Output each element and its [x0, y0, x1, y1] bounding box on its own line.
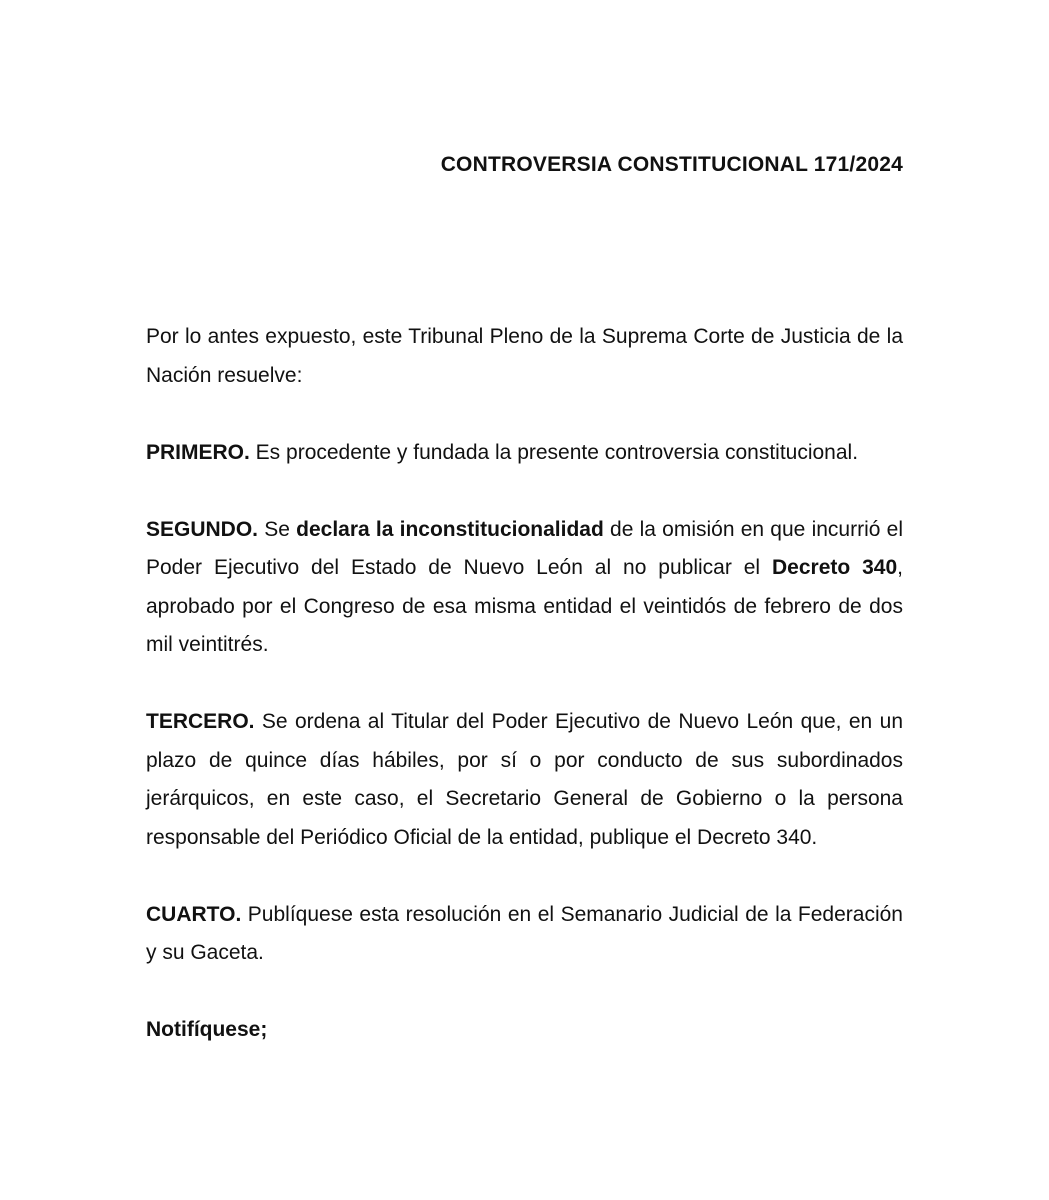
- resolution-segundo: [146, 511, 903, 665]
- primero-text: Es procedente y fundada la presente controversia constitucional.: [249, 440, 859, 464]
- closing-text: Notifíquese;: [146, 1018, 268, 1041]
- segundo-decree: Decreto 340: [772, 556, 898, 579]
- segundo-text-c: , aprobado por el Congreso de esa misma entidad el veintidós de febrero de dos mil veintitrés.: [146, 556, 903, 656]
- case-title: CONTROVERSIA CONSTITUCIONAL 171/2024: [440, 153, 903, 176]
- resolution-tercero: [146, 703, 903, 857]
- primero-label: PRIMERO.: [146, 440, 250, 464]
- resolution-body: [146, 318, 903, 1050]
- tercero-text: Se ordena al Titular del Poder Ejecutivo de Nuevo León que, en un plazo de quince días hábiles, por sí o por conducto de sus subordinados jerárquicos, en este caso, el Secretario General de Gobierno o la persona responsable del Periódico Oficial de la entidad, publique el Decreto 340.: [146, 710, 903, 849]
- resolution-cuarto: [146, 896, 903, 973]
- segundo-text-b: de la omisión en que incurrió el Poder Ejecutivo del Estado de Nuevo León al no publicar el: [146, 517, 903, 579]
- segundo-emphasis: declara la inconstitucionalidad: [296, 517, 604, 541]
- resolution-primero: [146, 434, 903, 473]
- segundo-text-a: Se: [258, 517, 297, 541]
- cuarto-label: CUARTO.: [146, 902, 242, 926]
- intro-paragraph: [146, 318, 903, 395]
- intro-text: Por lo antes expuesto, este Tribunal Pleno de la Suprema Corte de Justicia de la Nación resuelve:: [146, 325, 903, 387]
- closing-paragraph: [146, 1011, 903, 1050]
- tercero-label: TERCERO.: [146, 710, 255, 733]
- cuarto-text: Publíquese esta resolución en el Semanario Judicial de la Federación y su Gaceta.: [146, 902, 903, 964]
- segundo-label: SEGUNDO.: [146, 517, 259, 541]
